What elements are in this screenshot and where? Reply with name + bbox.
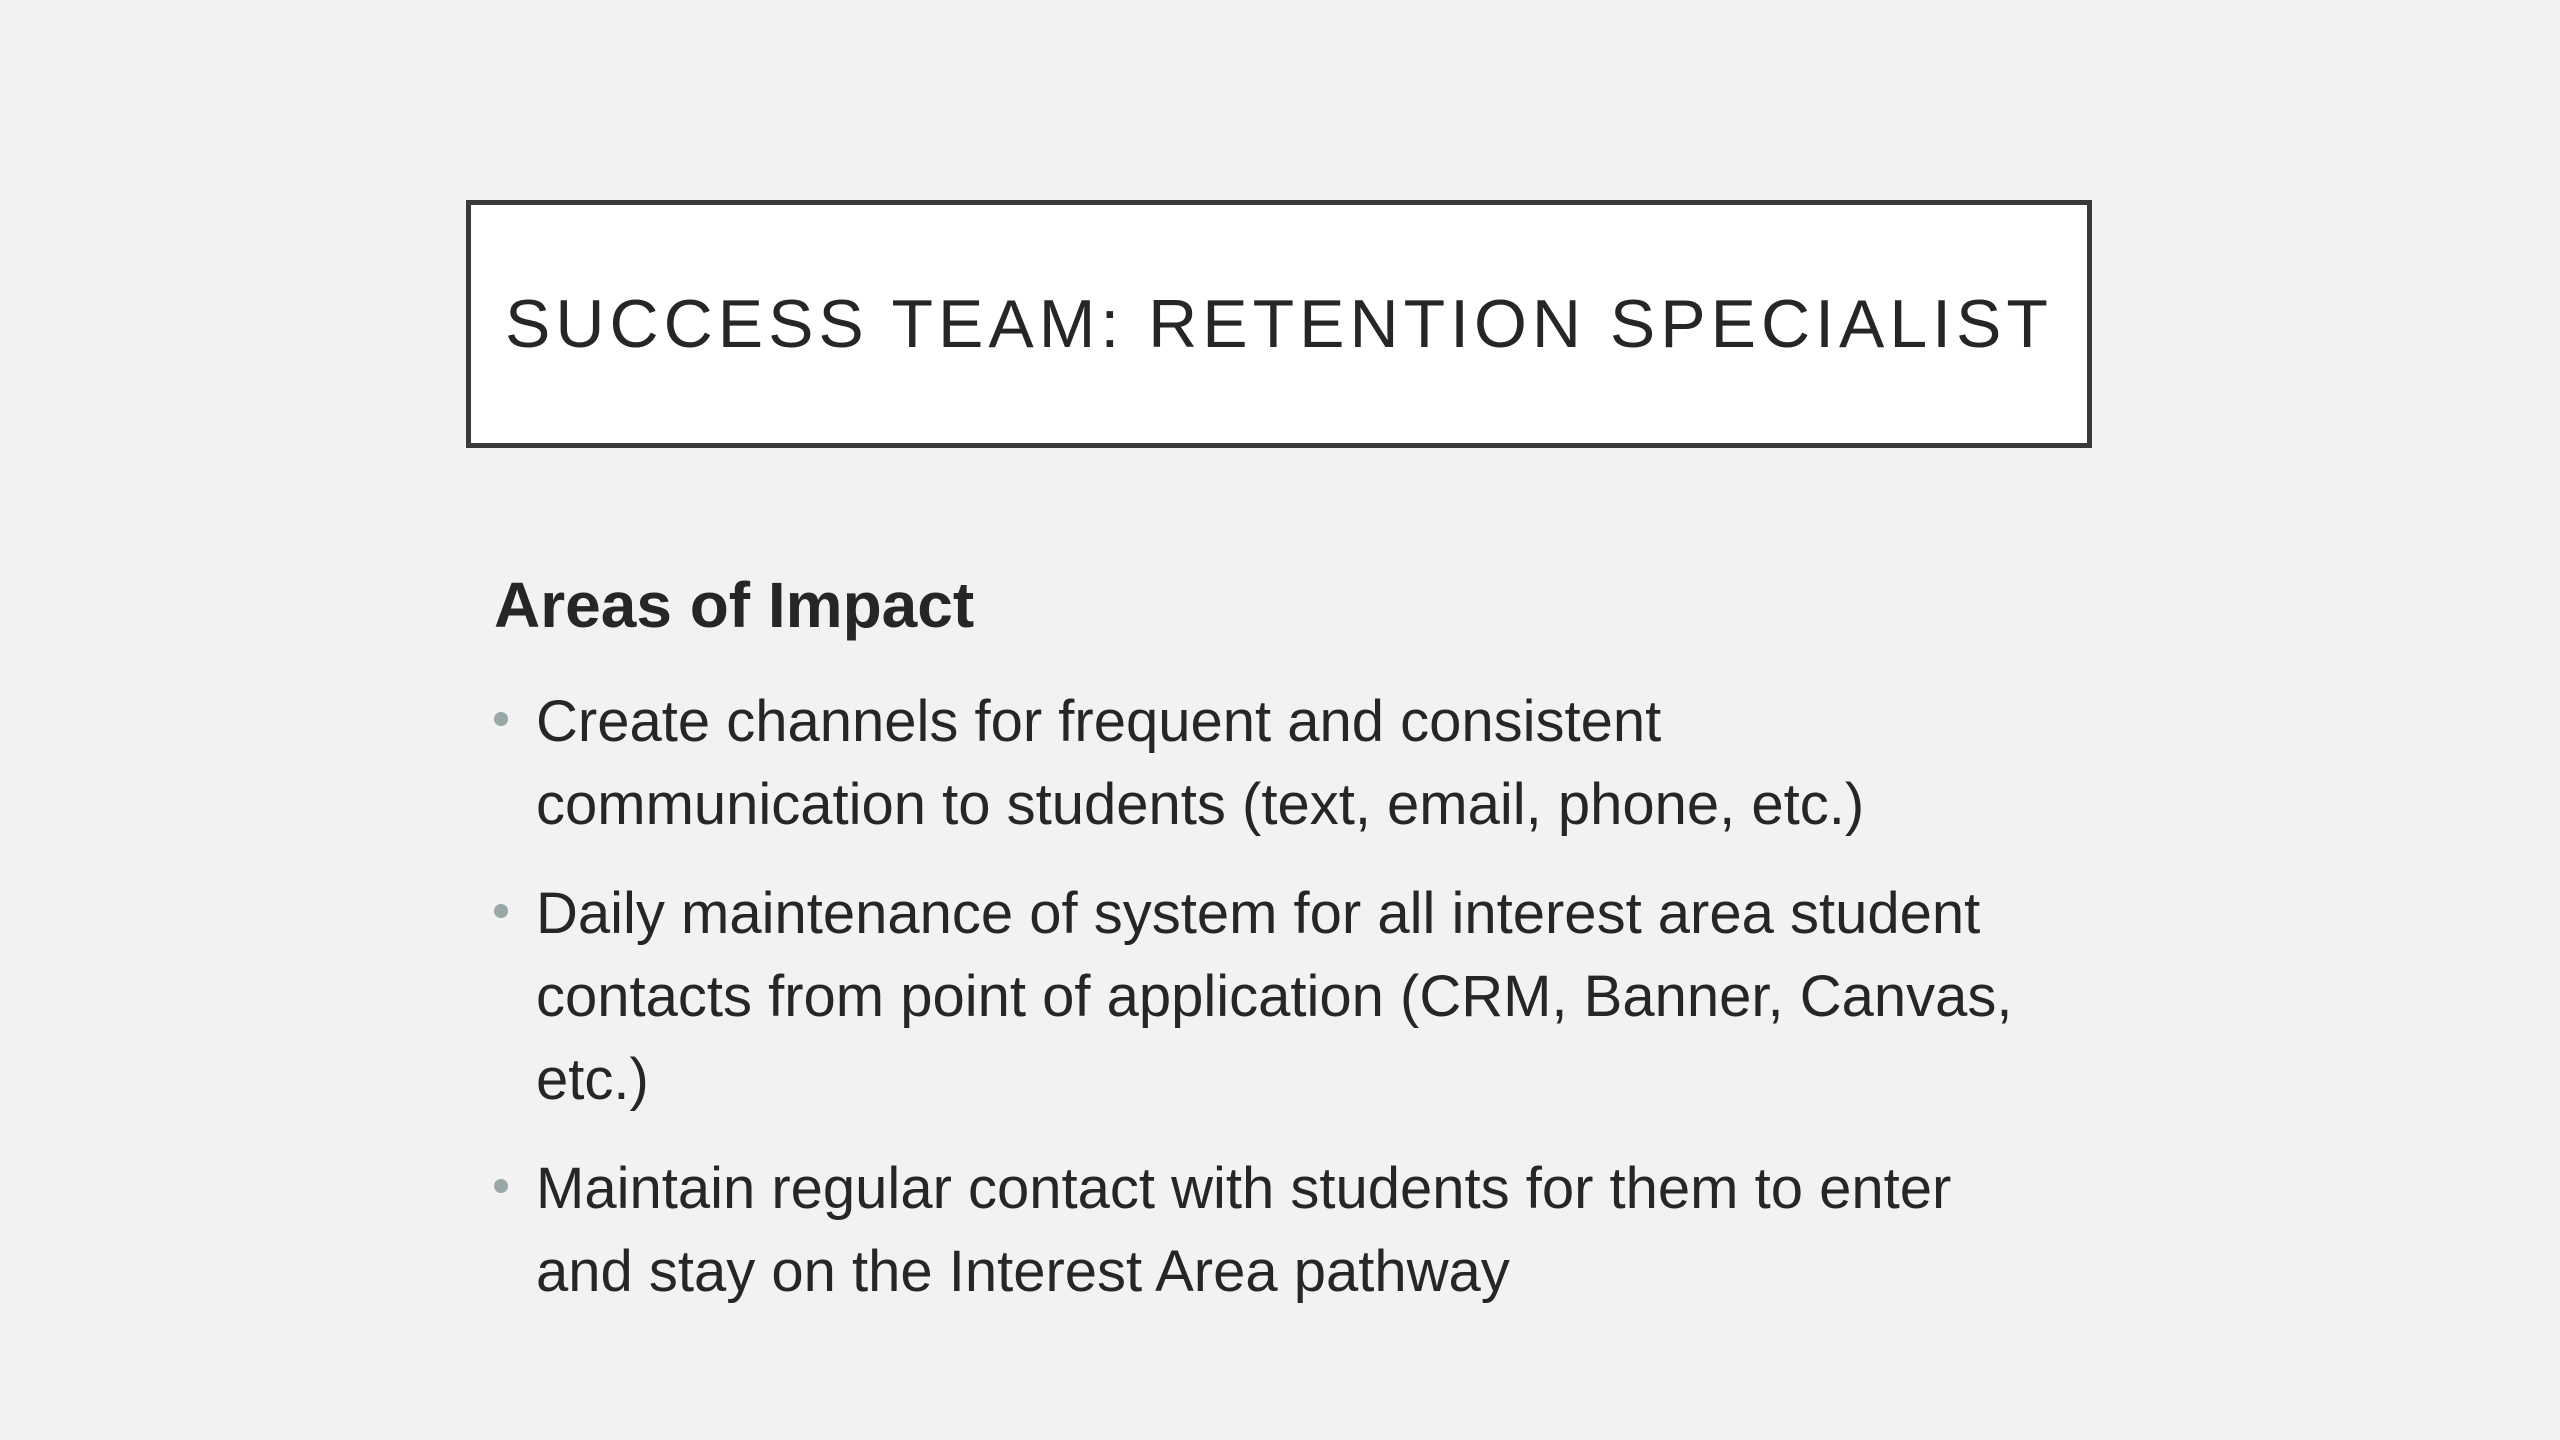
bullet-text: Create channels for frequent and consistent communication to students (text, email, phone, etc.) [536, 689, 1865, 837]
section-heading: Areas of Impact [494, 569, 975, 641]
bullet-dot-icon [494, 712, 508, 726]
bullet-item [494, 680, 2054, 846]
bullet-text: Maintain regular contact with students for them to enter and stay on the Interest Area pathway [536, 1156, 1952, 1304]
bullet-dot-icon [494, 1179, 508, 1193]
bullet-item [494, 872, 2054, 1121]
slide-content [494, 560, 2054, 1339]
bullet-text: Daily maintenance of system for all interest area student contacts from point of application (CRM, Banner, Canvas, etc.) [536, 881, 2013, 1112]
slide-title: SUCCESS TEAM: RETENTION SPECIALIST [505, 286, 2053, 362]
bullet-dot-icon [494, 904, 508, 918]
bullet-list [494, 680, 2054, 1313]
title-box [466, 200, 2092, 448]
bullet-item [494, 1147, 2054, 1313]
